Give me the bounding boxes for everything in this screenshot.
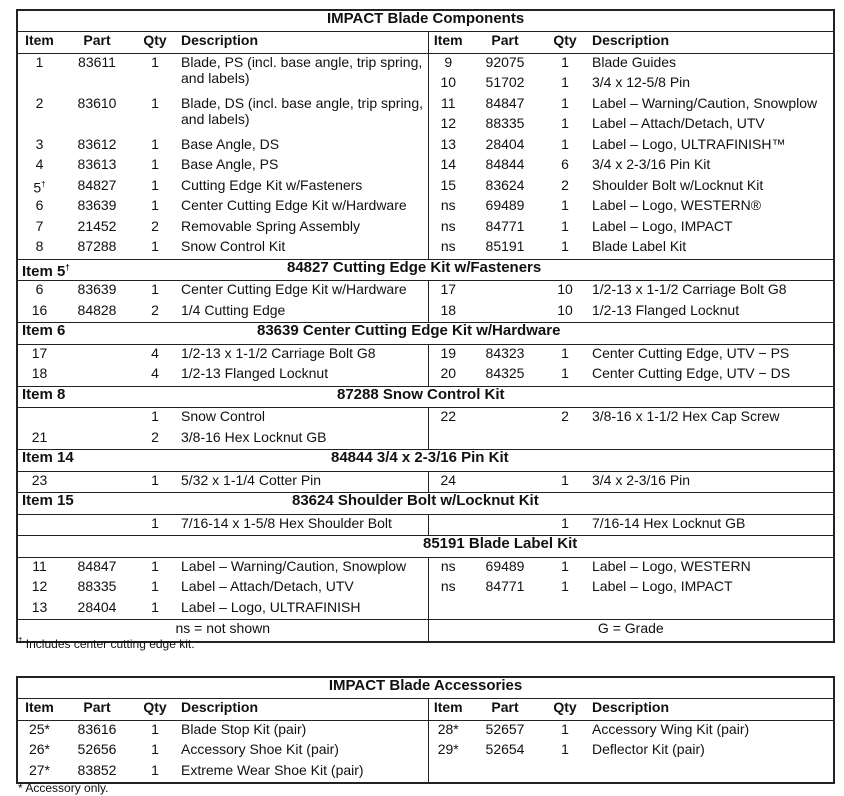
table-row xyxy=(17,514,834,536)
table-row xyxy=(17,344,834,365)
cell-part: 83852 xyxy=(77,761,117,778)
cell-qty: 1 xyxy=(561,74,569,90)
cell-qty: 1 xyxy=(151,761,159,778)
section-label: Item 6 xyxy=(17,323,133,345)
cell-qty: 1 xyxy=(151,156,159,172)
cell-item xyxy=(428,514,468,536)
cell-item: 7 xyxy=(35,217,44,234)
section-title xyxy=(133,450,834,472)
section-title-text: 84827 Cutting Edge Kit w/Fasteners xyxy=(287,259,542,276)
accessories-footnote: * Accessory only. xyxy=(18,781,109,795)
cell-qty: 1 xyxy=(561,238,569,254)
cell-item: 8 xyxy=(35,238,44,254)
cell-item: 26* xyxy=(28,741,51,757)
cell-item: 23 xyxy=(31,471,48,488)
cell-desc: Base Angle, DS xyxy=(177,136,428,157)
table-row xyxy=(17,177,834,198)
cell-desc: Accessory Shoe Kit (pair) xyxy=(177,741,428,762)
cell-qty xyxy=(542,762,588,784)
cell-part xyxy=(468,302,542,323)
section-title-text: 83639 Center Cutting Edge Kit w/Hardware xyxy=(257,322,561,339)
cell-item: 11 xyxy=(440,94,456,111)
cell-desc: Snow Control Kit xyxy=(177,238,428,259)
cell-item: ns xyxy=(440,197,456,213)
cell-part: 52654 xyxy=(485,741,525,757)
cell-qty: 1 xyxy=(151,94,159,111)
cell-part: 84323 xyxy=(485,344,525,361)
cell-item: 13 xyxy=(31,598,48,615)
header-item: Item xyxy=(17,699,61,721)
section-title-text: 87288 Snow Control Kit xyxy=(337,386,505,403)
cell-item: 12 xyxy=(440,115,457,131)
cell-item: ns xyxy=(440,238,456,254)
table-row xyxy=(17,238,834,259)
cell-item: 19 xyxy=(440,344,457,361)
cell-qty: 1 xyxy=(561,578,569,594)
cell-desc: 1/4 Cutting Edge xyxy=(177,302,428,323)
table-row xyxy=(17,599,834,620)
section-title xyxy=(133,323,834,345)
cell-desc: 3/4 x 2-3/16 Pin Kit xyxy=(592,156,711,172)
cell-part: 83639 xyxy=(77,281,117,297)
cell-qty: 1 xyxy=(151,471,159,488)
section-title xyxy=(133,536,834,558)
cell-desc xyxy=(588,599,834,620)
header-part: Part xyxy=(468,699,542,721)
cell-item: 12 xyxy=(31,578,48,594)
table-row xyxy=(17,429,834,450)
cell-part xyxy=(468,599,542,620)
cell-part: 84847 xyxy=(77,557,117,574)
cell-part: 83613 xyxy=(77,156,117,172)
cell-item: 10 xyxy=(440,74,457,90)
cell-part: 84771 xyxy=(485,217,525,234)
cell-desc: Shoulder Bolt w/Locknut Kit xyxy=(592,176,764,193)
cell-qty: 1 xyxy=(561,720,569,737)
cell-part: 51702 xyxy=(485,74,525,90)
cell-desc: 7/16-14 Hex Locknut GB xyxy=(592,514,746,531)
cell-qty: 2 xyxy=(561,408,569,424)
cell-qty: 1 xyxy=(151,557,159,574)
table-title-row xyxy=(17,10,834,32)
cell-part xyxy=(61,408,133,429)
cell-part xyxy=(468,762,542,784)
cell-part: 83610 xyxy=(77,94,117,111)
cell-item: 3 xyxy=(35,135,44,152)
cell-item: 27* xyxy=(28,761,51,778)
cell-item: 4 xyxy=(35,156,44,172)
table-row xyxy=(17,365,834,386)
section-title xyxy=(133,386,834,408)
cell-desc: 1/2-13 Flanged Locknut xyxy=(592,301,740,318)
cell-qty: 1 xyxy=(151,197,159,213)
cell-item: 2 xyxy=(35,94,44,111)
cell-qty: 1 xyxy=(151,514,159,531)
cell-desc: Blade, PS (incl. base angle, trip spring, and labels) xyxy=(177,53,428,95)
cell-desc: Center Cutting Edge Kit w/Hardware xyxy=(177,197,428,218)
section-title-text: 84844 3/4 x 2-3/16 Pin Kit xyxy=(331,449,509,466)
cell-qty: 2 xyxy=(561,176,569,193)
cell-part xyxy=(468,471,542,493)
section-label: Item 15 xyxy=(17,493,133,515)
table-row xyxy=(17,578,834,599)
cell-qty xyxy=(542,429,588,450)
header-desc: Description xyxy=(588,699,834,721)
cell-qty: 1 xyxy=(151,598,159,615)
header-qty: Qty xyxy=(133,32,177,54)
cell-qty: 1 xyxy=(561,197,569,213)
cell-part: 83611 xyxy=(78,53,116,70)
cell-item: 16 xyxy=(31,301,48,318)
header-desc: Description xyxy=(588,32,834,54)
table-title-row xyxy=(17,677,834,699)
header-desc: Description xyxy=(177,32,428,54)
cell-item xyxy=(428,762,468,784)
cell-part xyxy=(468,429,542,450)
cell-qty: 1 xyxy=(561,557,569,574)
cell-qty: 1 xyxy=(151,281,159,297)
cell-qty: 1 xyxy=(151,720,159,737)
cell-part xyxy=(61,365,133,386)
cell-item: 29* xyxy=(437,741,459,757)
cell-part: 83624 xyxy=(485,176,525,193)
header-item: Item xyxy=(17,32,61,54)
header-part: Part xyxy=(61,32,133,54)
cell-desc: 3/8-16 Hex Locknut GB xyxy=(177,429,428,450)
table-row xyxy=(17,741,834,762)
note-grade: G = Grade xyxy=(428,620,834,642)
table-row xyxy=(17,471,834,493)
cell-part: 52657 xyxy=(485,720,525,737)
cell-part xyxy=(468,281,542,302)
cell-qty: 1 xyxy=(151,238,159,254)
table-row xyxy=(17,136,834,157)
cell-part xyxy=(468,408,542,429)
table-row xyxy=(17,720,834,741)
cell-qty: 1 xyxy=(151,53,159,70)
cell-item: 17 xyxy=(31,344,48,361)
cell-item xyxy=(428,429,468,450)
cell-item: 6 xyxy=(35,197,44,213)
cell-part xyxy=(61,471,133,493)
cell-item: 20 xyxy=(440,365,457,381)
cell-item: 11 xyxy=(32,557,47,574)
section-label: Item 14 xyxy=(17,450,133,472)
cell-desc xyxy=(588,762,834,784)
cell-desc: Label – Attach/Detach, UTV xyxy=(177,578,428,599)
cell-item: 17 xyxy=(440,281,457,297)
cell-part: 84847 xyxy=(485,94,525,111)
cell-qty: 1 xyxy=(561,514,569,531)
cell-item: 24 xyxy=(440,471,457,488)
cell-desc: Label – Logo, WESTERN® xyxy=(592,197,762,213)
cell-desc: 3/4 x 2-3/16 Pin xyxy=(592,471,691,488)
cell-part: 83639 xyxy=(77,197,117,213)
cell-part: 84844 xyxy=(485,156,525,172)
accessories-table xyxy=(16,676,835,784)
cell-qty: 1 xyxy=(561,53,569,70)
cell-part: 83612 xyxy=(77,135,117,152)
table-row xyxy=(17,218,834,239)
cell-desc: Accessory Wing Kit (pair) xyxy=(592,720,750,737)
section-label xyxy=(17,536,133,558)
cell-item: 5† xyxy=(33,179,46,196)
cell-item: 25* xyxy=(28,720,51,737)
cell-desc: Deflector Kit (pair) xyxy=(592,741,705,757)
table-row xyxy=(17,95,834,116)
cell-desc: Label – Logo, IMPACT xyxy=(592,578,733,594)
cell-desc: Blade Label Kit xyxy=(592,238,687,254)
cell-qty: 1 xyxy=(561,94,569,111)
cell-qty: 1 xyxy=(151,176,159,193)
header-qty: Qty xyxy=(133,699,177,721)
cell-qty: 1 xyxy=(561,344,569,361)
cell-qty: 2 xyxy=(151,428,159,445)
cell-part: 87288 xyxy=(77,238,117,254)
cell-item: ns xyxy=(440,578,456,594)
cell-desc: Label – Logo, ULTRAFINISH xyxy=(177,599,428,620)
cell-part: 69489 xyxy=(485,557,525,574)
dagger-mark: † xyxy=(41,179,46,189)
components-footnote: † Includes center cutting edge kit. xyxy=(18,636,195,651)
cell-qty: 1 xyxy=(561,115,569,131)
table-row xyxy=(17,302,834,323)
cell-part: 88335 xyxy=(77,578,117,594)
cell-qty: 10 xyxy=(557,301,573,318)
section-title-text: 83624 Shoulder Bolt w/Locknut Kit xyxy=(292,492,539,509)
cell-part: 28404 xyxy=(485,135,525,152)
header-row xyxy=(17,32,834,54)
cell-part: 84828 xyxy=(77,301,117,318)
table-row xyxy=(17,281,834,302)
cell-part: 83616 xyxy=(77,720,117,737)
cell-desc: Center Cutting Edge Kit w/Hardware xyxy=(177,281,428,302)
section-header-row xyxy=(17,536,834,558)
table-row xyxy=(17,197,834,218)
cell-desc: 1/2-13 Flanged Locknut xyxy=(177,365,428,386)
dagger-mark: † xyxy=(65,262,70,272)
cell-part xyxy=(61,514,133,536)
cell-qty: 2 xyxy=(151,301,159,318)
cell-desc: Blade Stop Kit (pair) xyxy=(177,720,428,741)
cell-qty: 1 xyxy=(561,471,569,488)
cell-item xyxy=(17,408,61,429)
cell-desc: Removable Spring Assembly xyxy=(177,218,428,239)
header-qty: Qty xyxy=(542,699,588,721)
cell-desc: Snow Control xyxy=(177,408,428,429)
cell-part: 92075 xyxy=(485,53,525,70)
cell-item: 21 xyxy=(31,428,48,445)
table-row xyxy=(17,53,834,74)
cell-item: 9 xyxy=(444,53,453,70)
cell-desc: 3/4 x 12-5/8 Pin xyxy=(592,74,691,90)
components-table xyxy=(16,9,835,643)
cell-desc: 5/32 x 1-1/4 Cotter Pin xyxy=(177,471,428,493)
cell-desc: 3/8-16 x 1-1/2 Hex Cap Screw xyxy=(592,408,780,424)
header-item: Item xyxy=(428,699,468,721)
cell-item: 18 xyxy=(440,301,457,318)
cell-qty: 1 xyxy=(561,741,569,757)
section-title-text: 85191 Blade Label Kit xyxy=(423,535,578,552)
cell-qty xyxy=(542,599,588,620)
cell-desc: 7/16-14 x 1-5/8 Hex Shoulder Bolt xyxy=(177,514,428,536)
section-label: Item 8 xyxy=(17,386,133,408)
table-row xyxy=(17,762,834,784)
cell-qty: 1 xyxy=(151,578,159,594)
cell-item: 15 xyxy=(440,176,457,193)
cell-desc: 1/2-13 x 1-1/2 Carriage Bolt G8 xyxy=(177,344,428,365)
cell-part: 85191 xyxy=(485,238,525,254)
cell-item: ns xyxy=(440,217,456,234)
cell-desc: Label – Logo, IMPACT xyxy=(592,217,733,234)
cell-item: 1 xyxy=(35,53,44,70)
cell-part: 84771 xyxy=(485,578,525,594)
cell-desc: Label – Logo, ULTRAFINISH™ xyxy=(592,135,786,152)
cell-part: 84325 xyxy=(485,365,525,381)
section-header-row xyxy=(17,450,834,472)
cell-desc: Blade, DS (incl. base angle, trip spring, and labels) xyxy=(177,95,428,136)
section-title xyxy=(133,259,834,281)
cell-item: 22 xyxy=(440,408,457,424)
header-part: Part xyxy=(61,699,133,721)
header-qty: Qty xyxy=(542,32,588,54)
cell-desc: 1/2-13 x 1-1/2 Carriage Bolt G8 xyxy=(592,281,787,297)
accessories-title: IMPACT Blade Accessories xyxy=(17,677,834,699)
cell-part: 84827 xyxy=(77,176,117,193)
cell-part: 21452 xyxy=(77,217,117,234)
components-title: IMPACT Blade Components xyxy=(17,10,834,32)
cell-desc: Label – Warning/Caution, Snowplow xyxy=(592,94,818,111)
section-header-row xyxy=(17,493,834,515)
cell-part xyxy=(468,514,542,536)
cell-item xyxy=(17,514,61,536)
table-row xyxy=(17,408,834,429)
cell-item: 28* xyxy=(437,720,459,737)
cell-qty: 4 xyxy=(151,365,159,381)
cell-qty: 2 xyxy=(151,217,159,234)
cell-desc: Label – Warning/Caution, Snowplow xyxy=(177,557,428,578)
cell-qty: 6 xyxy=(561,156,569,172)
section-header-row xyxy=(17,323,834,345)
cell-desc: Cutting Edge Kit w/Fasteners xyxy=(177,177,428,198)
section-header-row xyxy=(17,259,834,281)
header-part: Part xyxy=(468,32,542,54)
section-title xyxy=(133,493,834,515)
cell-desc: Label – Logo, WESTERN xyxy=(592,557,751,574)
cell-item xyxy=(428,599,468,620)
table-row xyxy=(17,156,834,177)
cell-desc: Base Angle, PS xyxy=(177,156,428,177)
cell-desc xyxy=(588,429,834,450)
cell-item: 13 xyxy=(440,135,457,152)
cell-qty: 4 xyxy=(151,344,159,361)
cell-part: 52656 xyxy=(77,741,117,757)
cell-item: 18 xyxy=(31,365,48,381)
cell-desc: Extreme Wear Shoe Kit (pair) xyxy=(177,762,428,784)
header-item: Item xyxy=(428,32,468,54)
cell-qty: 1 xyxy=(151,741,159,757)
cell-desc: Center Cutting Edge, UTV − PS xyxy=(592,344,790,361)
cell-desc: Center Cutting Edge, UTV − DS xyxy=(592,365,791,381)
cell-part: 28404 xyxy=(77,598,117,615)
cell-desc: Blade Guides xyxy=(592,53,677,70)
section-header-row xyxy=(17,386,834,408)
cell-item: 14 xyxy=(440,156,457,172)
cell-item: ns xyxy=(440,557,456,574)
cell-qty: 1 xyxy=(561,217,569,234)
table-row xyxy=(17,557,834,578)
cell-qty: 1 xyxy=(151,408,159,424)
note-not-shown: ns = not shown xyxy=(17,620,428,642)
cell-desc: Label – Attach/Detach, UTV xyxy=(592,115,765,131)
cell-qty: 1 xyxy=(561,365,569,381)
cell-item: 6 xyxy=(35,281,44,297)
header-desc: Description xyxy=(177,699,428,721)
cell-part xyxy=(61,429,133,450)
cell-part xyxy=(61,344,133,365)
cell-qty: 10 xyxy=(557,281,573,297)
cell-part: 69489 xyxy=(485,197,525,213)
header-row xyxy=(17,699,834,721)
section-label: Item 5† xyxy=(17,259,133,281)
cell-qty: 1 xyxy=(561,135,569,152)
cell-part: 88335 xyxy=(485,115,525,131)
cell-qty: 1 xyxy=(151,135,159,152)
